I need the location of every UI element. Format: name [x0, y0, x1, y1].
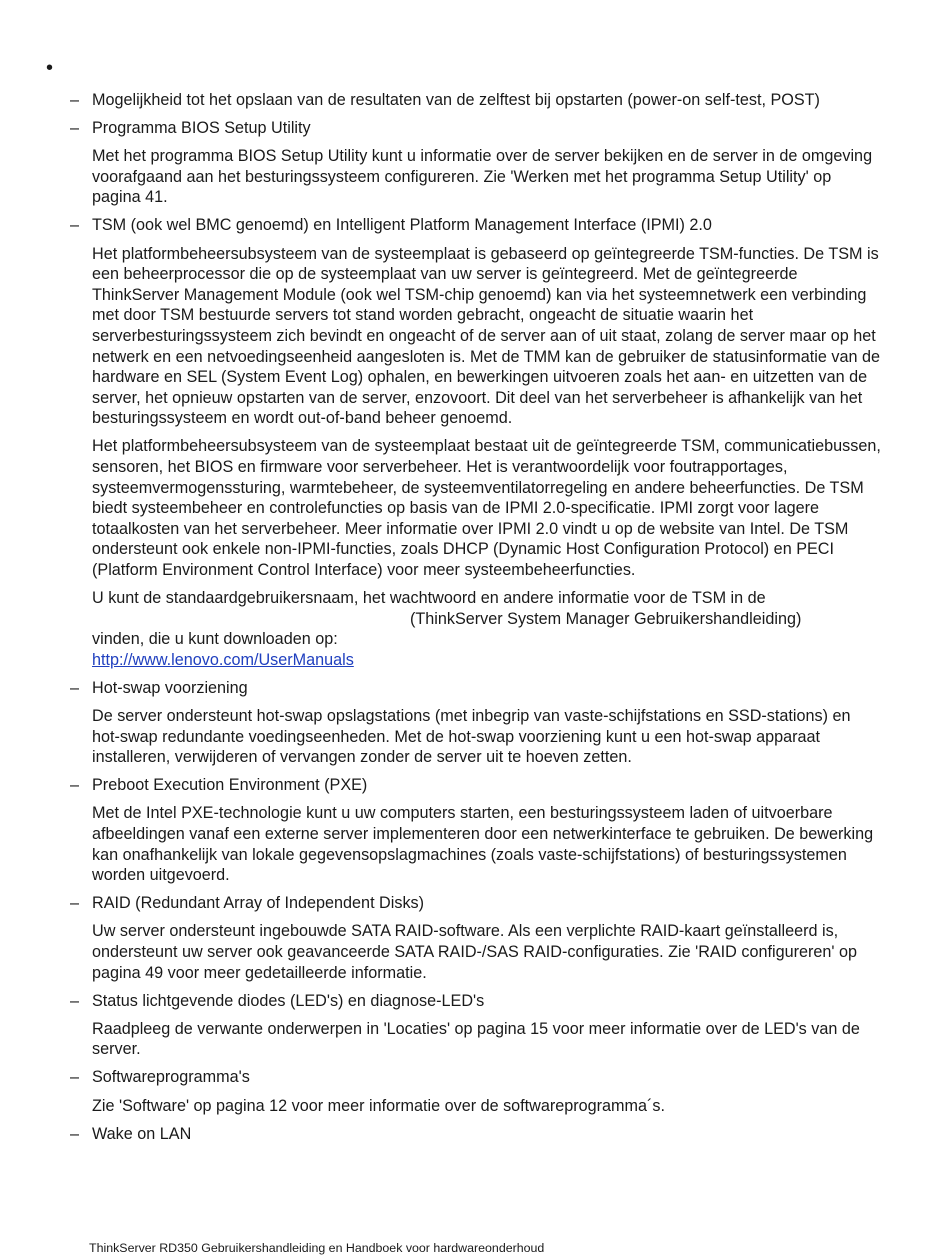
list-item-tsm-ipmi [70, 215, 882, 670]
list-item-wake-on-lan [70, 1124, 882, 1145]
top-bullet: • [46, 57, 54, 79]
manual-line: vinden, die u kunt downloaden op: [92, 630, 338, 649]
item-paragraph: Uw server ondersteunt ingebouwde SATA RAID-software. Als een verplichte RAID-kaart geïnstalleerd is, ondersteunt uw server ook geavanceerde SATA RAID-/SAS RAID-configuraties. Zie 'RAID configureren' op pagina 49 voor meer gedetailleerde informatie. [92, 922, 857, 982]
dash-marker: – [70, 678, 80, 697]
feature-list [70, 90, 882, 1152]
dash-marker: – [70, 91, 80, 109]
item-paragraph: De server ondersteunt hot-swap opslagstations (met inbegrip van vaste-schijfstations en SSD-stations) en hot-swap redundante voedingseenheden. Met de hot-swap voorziening kunt u een hot-swap apparaat installeren, verwijderen of vervangen zonder de server uit te hoeven zetten. [92, 707, 851, 767]
manual-paragraph [92, 588, 882, 670]
item-title: TSM (ook wel BMC genoemd) en Intelligent Platform Management Interface (IPMI) 2.0 [92, 216, 712, 235]
page-footer: ThinkServer RD350 Gebruikershandleiding en Handboek voor hardwareonderhoud [89, 1241, 545, 1255]
dash-marker: – [70, 216, 80, 235]
list-item-raid [70, 893, 882, 983]
list-item-software [70, 1067, 882, 1116]
dash-marker: – [70, 894, 80, 913]
item-paragraph: Met het programma BIOS Setup Utility kunt u informatie over de server bekijken en de server in de omgeving voorafgaand aan het besturingssysteem configureren. Zie 'Werken met het programma Setup Utility' op pagina 41. [92, 147, 873, 207]
item-title: Softwareprogramma's [92, 1068, 250, 1087]
item-title: Status lichtgevende diodes (LED's) en diagnose-LED's [92, 991, 485, 1010]
dash-marker: – [70, 991, 80, 1010]
dash-marker: – [70, 1124, 80, 1143]
list-item-hot-swap [70, 678, 882, 768]
item-title: Mogelijkheid tot het opslaan van de resultaten van de zelftest bij opstarten (power-on self-test, POST) [92, 91, 820, 109]
item-title: Programma BIOS Setup Utility [92, 119, 311, 138]
dash-marker: – [70, 776, 80, 795]
dash-marker: – [70, 1068, 80, 1087]
item-paragraph: Het platformbeheersubsysteem van de systeemplaat bestaat uit de geïntegreerde TSM, communicatiebussen, sensoren, het BIOS en firmware voor serverbeheer. Het is verantwoordelijk voor foutrapportages, systeemvermogenssturing, warmtebeheer, de systeemventilatorregeling en andere beheerfuncties. De TSM biedt systeembeheer en controlefuncties op basis van de IPMI 2.0-specificatie. IPMI zorgt voor lagere totaalkosten van het serverbeheer. Meer informatie over IPMI 2.0 vindt u op de website van Intel. De TSM ondersteunt ook enkele non-IPMI-functies, zoals DHCP (Dynamic Host Configuration Protocol) en PECI (Platform Environment Control Interface) voor meer systeembeheerfuncties. [92, 437, 881, 579]
item-paragraph: Zie 'Software' op pagina 12 voor meer informatie over de softwareprogramma´s. [92, 1096, 666, 1115]
list-item-bios-setup [70, 118, 882, 208]
list-item-leds [70, 991, 882, 1060]
item-title: Hot-swap voorziening [92, 678, 248, 697]
item-title: RAID (Redundant Array of Independent Disks) [92, 894, 425, 913]
item-title: Wake on LAN [92, 1124, 192, 1143]
item-paragraph: Met de Intel PXE-technologie kunt u uw computers starten, een besturingssysteem laden of uitvoerbare afbeeldingen vanaf een externe server implementeren door een netwerkinterface te gebruiken. De bewerking kan onafhankelijk van lokale gegevensopslagmachines (zoals vaste-schijfstations) of besturingssystemen worden uitgevoerd. [92, 804, 874, 885]
item-paragraph: Het platformbeheersubsysteem van de systeemplaat is gebaseerd op geïntegreerde TSM-functies. De TSM is een beheerprocessor die op de systeemplaat van uw server is geïntegreerd. Met de geïntegreerde ThinkServer Management Module (ook wel TSM-chip genoemd) kan via het systeemnetwerk een verbinding met door TSM bestuurde servers tot stand worden gebracht, ongeacht de situatie waarin het serverbesturingssysteem zich bevindt en ongeacht of de server aan of uit staat, zolang de server maar op het netwerk en een netvoedingseenheid aangesloten is. Met de TMM kan de gebruiker de statusinformatie van de hardware en SEL (System Event Log) ophalen, en bewerkingen uitvoeren zoals het aan- en uitzetten van de server, het opnieuw opstarten van de server, enzovoort. Dit deel van het serverbeheer is afhankelijk van het besturingssysteem en wordt out-of-band beheer genoemd. [92, 244, 880, 428]
list-item-post [70, 90, 882, 111]
dash-marker: – [70, 119, 80, 138]
item-paragraph: Raadpleeg de verwante onderwerpen in 'Locaties' op pagina 15 voor meer informatie over de LED's van de server. [92, 1019, 860, 1059]
manual-title-reference: (ThinkServer System Manager Gebruikershandleiding) [410, 609, 802, 628]
user-manuals-link[interactable]: http://www.lenovo.com/UserManuals [92, 650, 354, 669]
list-item-pxe [70, 775, 882, 885]
manual-line: U kunt de standaardgebruikersnaam, het wachtwoord en andere informatie voor de TSM in de [92, 589, 766, 608]
item-title: Preboot Execution Environment (PXE) [92, 776, 368, 795]
